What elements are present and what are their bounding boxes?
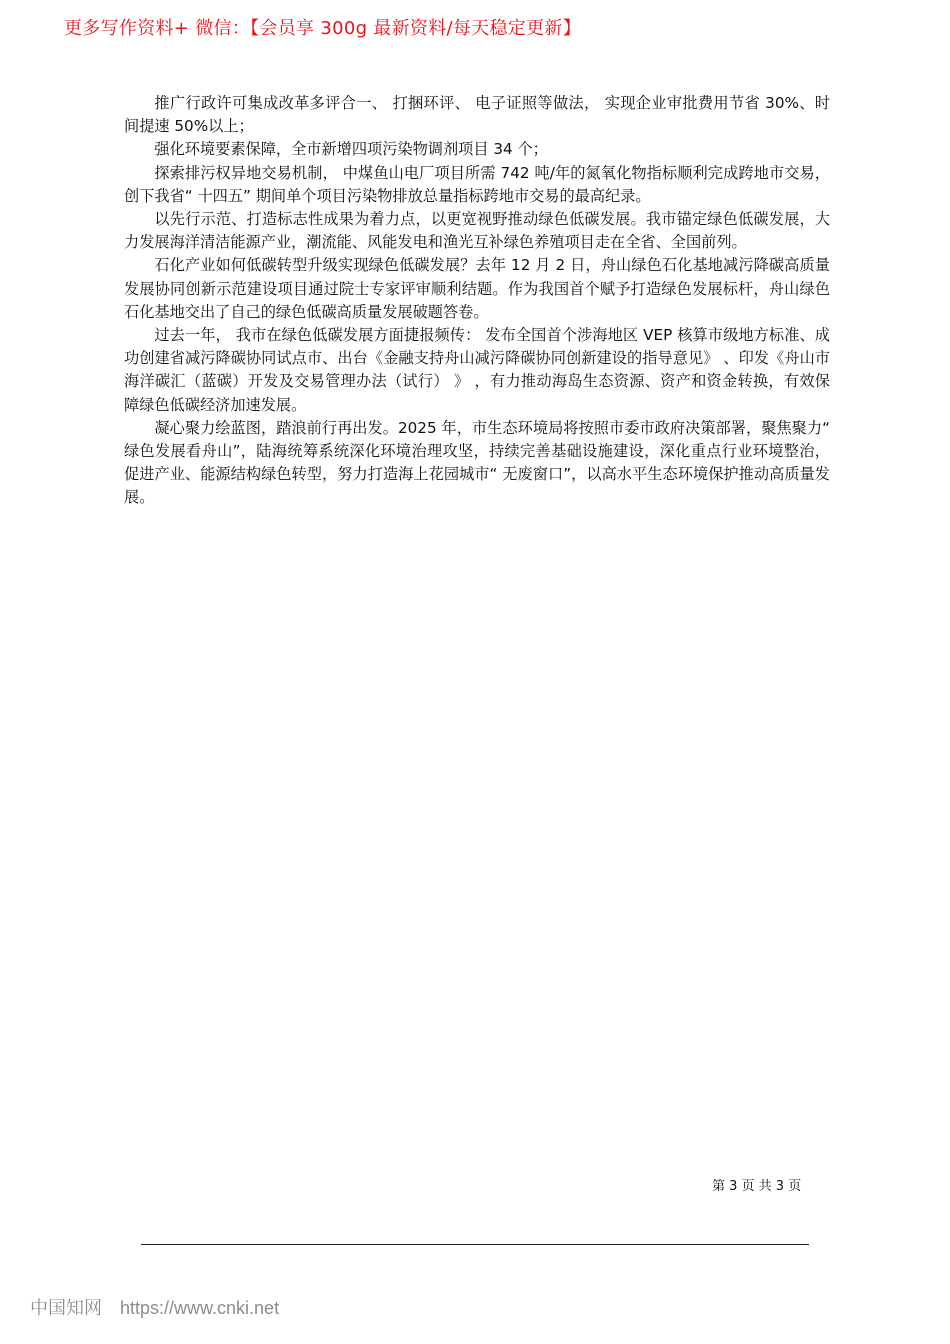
document-body <box>124 92 830 510</box>
footer-divider <box>141 1244 809 1245</box>
watermark-url: https://www.cnki.net <box>120 1298 280 1318</box>
page-number: 第 3 页 共 3 页 <box>712 1179 802 1194</box>
watermark-site-name: 中国知网 <box>30 1298 102 1319</box>
paragraph: 探索排污权异地交易机制， 中煤鱼山电厂项目所需 742 吨/年的氮氧化物指标顺利完成跨地市交易，创下我省“ 十四五” 期间单个项目污染物排放总量指标跨地市交易的最高纪录。 <box>124 163 830 205</box>
paragraph: 推广行政许可集成改革多评合一、 打捆环评、 电子证照等做法， 实现企业审批费用节省 30%、时间提速 50%以上； <box>124 94 830 136</box>
watermark <box>30 1294 279 1320</box>
paragraph: 过去一年， 我市在绿色低碳发展方面捷报频传： 发布全国首个涉海地区 VEP 核算市级地方标准、成功创建省减污降碳协同试点市、出台《金融支持舟山减污降碳协同创新建设的指导意见》 、印发《舟山市海洋碳汇（蓝碳）开发及交易管理办法（试行） 》 ，有力推动海岛生态资源、资产和资金转换，有效保障绿色低碳经济加速发展。 <box>124 326 830 414</box>
promo-banner: 更多写作资料+ 微信：【会员享 300g 最新资料/每天稳定更新】 <box>64 18 581 39</box>
paragraph: 凝心聚力绘蓝图，踏浪前行再出发。2025 年，市生态环境局将按照市委市政府决策部署，聚焦聚力“ 绿色发展看舟山”，陆海统筹系统深化环境治理攻坚，持续完善基础设施建设，深化重点行业环境整治，促进产业、能源结构绿色转型，努力打造海上花园城市“ 无废窗口”，以高水平生态环境保护推动高质量发展。 <box>124 418 830 507</box>
paragraph: 以先行示范、打造标志性成果为着力点，以更宽视野推动绿色低碳发展。我市锚定绿色低碳发展，大力发展海洋清洁能源产业，潮流能、风能发电和渔光互补绿色养殖项目走在全省、全国前列。 <box>124 210 830 252</box>
paragraph: 石化产业如何低碳转型升级实现绿色低碳发展？去年 12 月 2 日，舟山绿色石化基地减污降碳高质量发展协同创新示范建设项目通过院士专家评审顺利结题。作为我国首个赋予打造绿色发展标杆，舟山绿色石化基地交出了自己的绿色低碳高质量发展破题答卷。 <box>124 256 830 321</box>
paragraph: 强化环境要素保障，全市新增四项污染物调剂项目 34 个； <box>154 140 548 159</box>
